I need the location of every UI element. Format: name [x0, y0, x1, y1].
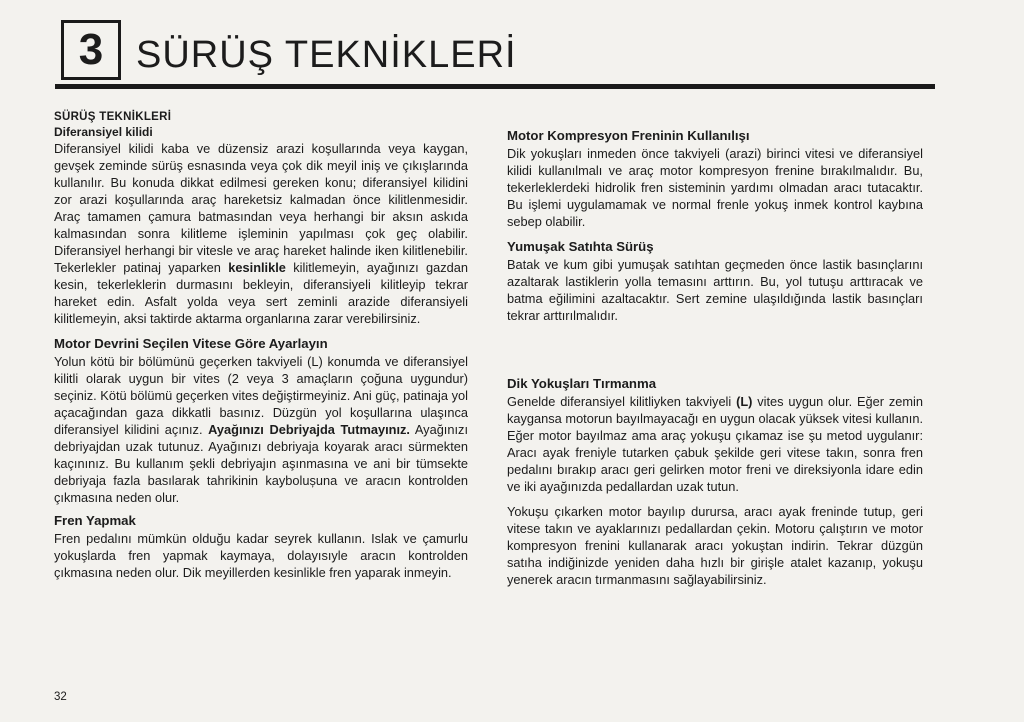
motor-bold: Ayağınızı Debriyajda Tutmayınız. — [208, 422, 410, 437]
paragraph-differential-lock — [54, 140, 468, 327]
chapter-number: 3 — [78, 25, 104, 74]
section-heading-engine-speed: Motor Devrini Seçilen Vitese Göre Ayarlayın — [54, 336, 328, 351]
header-rule — [55, 84, 935, 89]
climb-text-2: vites uygun olur. Eğer zemin kaygansa motorun bayılmayacağı en uygun olacak yüksek vitesi kullanın. Eğer motor bayılmaz ama araç yokuşu çıkamaz ise şu metod uygulanır: Aracı ayak freniyle tutarken çabuk şekilde geri vitese takın, sonra fren pedalını bırakıp aracı geri gelirken motor freni ve direksiyonla idare edin ve iki ayağınızda pedallardan uzak tutun. — [507, 394, 923, 494]
right-column — [507, 127, 923, 588]
page-number: 32 — [54, 691, 67, 703]
diff-lock-text-2: kilitlemeyin, ayağınızı gazdan kesin, tekerleklerin durmasını bekleyin, diferansiyeli kilitleyip tekrar hareket edin. Asfalt yolda veya sert zeminli arazide diferansiyeli kilitlemeyin, aksi taktirde aktarma organlarına zarar verebilirsiniz. — [54, 260, 469, 326]
paragraph-stall-recovery: Yokuşu çıkarken motor bayılıp durursa, aracı ayak freninde tutup, geri vitese takın ve ayaklarınızı pedallardan çekin. Motoru çalıştırın ve motor kompresyon frenini kullanarak aracı yokuştan indirin. Tekrar düzgün satıha indiğinizde yeniden daha hızlı bir girişle atalet kazanıp, yokuşu yenerek aracın tırmanmasını sağlayabilirsiniz. — [507, 504, 923, 587]
climb-text-1: Genelde diferansiyel kilitliyken takviyeli — [507, 394, 732, 409]
diff-lock-bold: kesinlikle — [228, 260, 286, 275]
paragraph-steep-climb — [507, 393, 923, 495]
section-heading-driving-techniques: SÜRÜŞ TEKNİKLERİ — [54, 111, 172, 123]
motor-text-2: Ayağınızı debriyajdan uzak tutunuz. Ayağınızı debriyaja koyarak aracı sürmekten kaçınınız. Bu kullanım şekli debriyajın aşınmasına ve ani bir tümsekte debriyaja fazla basılarak tahrikinin kaybolușuna ve aracın kontrolden çıkmasına neden olur. — [54, 422, 468, 505]
section-heading-compression-brake: Motor Kompresyon Freninin Kullanılışı — [507, 128, 750, 143]
left-column — [54, 110, 468, 581]
section-heading-braking: Fren Yapmak — [54, 513, 136, 528]
paragraph-compression-brake: Dik yokuşları inmeden önce takviyeli (arazi) birinci vitesi ve diferansiyel kilidi kullanılmalı ve araç motor kompresyon frenine bırakılmalıdır. Bu, tekerleklerdeki hidrolik fren sisteminin yardımı olmadan aracı tutacaktır. Bu işlemi uygulamamak ve normal frenle yokuş inmek kontrol kaybına sebep olabilir. — [507, 146, 923, 229]
paragraph-braking: Fren pedalını mümkün olduğu kadar seyrek kullanın. Islak ve çamurlu yokuşlarda fren yapmak kaymaya, dolayısıyle aracın kontrolden çıkmasına neden olur. Dik meyillerden kesinlikle fren yaparak inmeyin. — [54, 531, 468, 580]
paragraph-engine-speed — [54, 353, 468, 506]
chapter-title: SÜRÜŞ TEKNİKLERİ — [136, 34, 517, 76]
chapter-number-box — [61, 20, 121, 80]
subheading-differential-lock: Diferansiyel kilidi — [54, 125, 153, 139]
section-heading-soft-surface: Yumuşak Satıhta Sürüş — [507, 239, 654, 254]
climb-bold: (L) — [736, 394, 753, 409]
motor-text-1: Yolun kötü bir bölümünü geçerken takviyeli (L) konumda ve diferansiyel kilitli olarak uygun bir vites (2 veya 3 amaçların çoğuna uygundur) seçiniz. Kötü bölümü geçerken vites değiştirmeyiniz. Ani güç, patinaja yol açacağından gaza dikkatli basınız. Düzgün yol koşullarına ulaşınca diferansiyel kilidini açınız. — [54, 354, 468, 437]
section-heading-steep-climb: Dik Yokuşları Tırmanma — [507, 376, 657, 391]
paragraph-soft-surface: Batak ve kum gibi yumuşak satıhtan geçmeden önce lastik basınçlarını azaltarak lastiklerin yolla temasını arttırın. Bu, yol tutuşu arttıracak ve batma eğilimini azaltacaktır. Sert zemine ulaşıldığında lastik basınçları tekrar arttırılmalıdır. — [507, 257, 923, 323]
diff-lock-text-1: Diferansiyel kilidi kaba ve düzensiz arazi koşullarında veya kaygan, gevşek zeminde sürüş esnasında veya çok dik meyil iniş ve çıkışlarında kullanılır. Bu konuda dikkat edilmesi gereken konu; diferansiyel kilidini zor arazi koşullarında araç hareketsiz kalmadan önce kilitlenmesidir. Araç tamamen çamura batmasından veya herhangi bir aksın askıda kalmasından sonra kilitleme işleminin yapılması çok geç olabilir. Diferansiyel herhangi bir vitesle ve araç hareket halinde iken kilitlenebilir. Tekerlekler patinaj yaparken — [54, 141, 468, 275]
